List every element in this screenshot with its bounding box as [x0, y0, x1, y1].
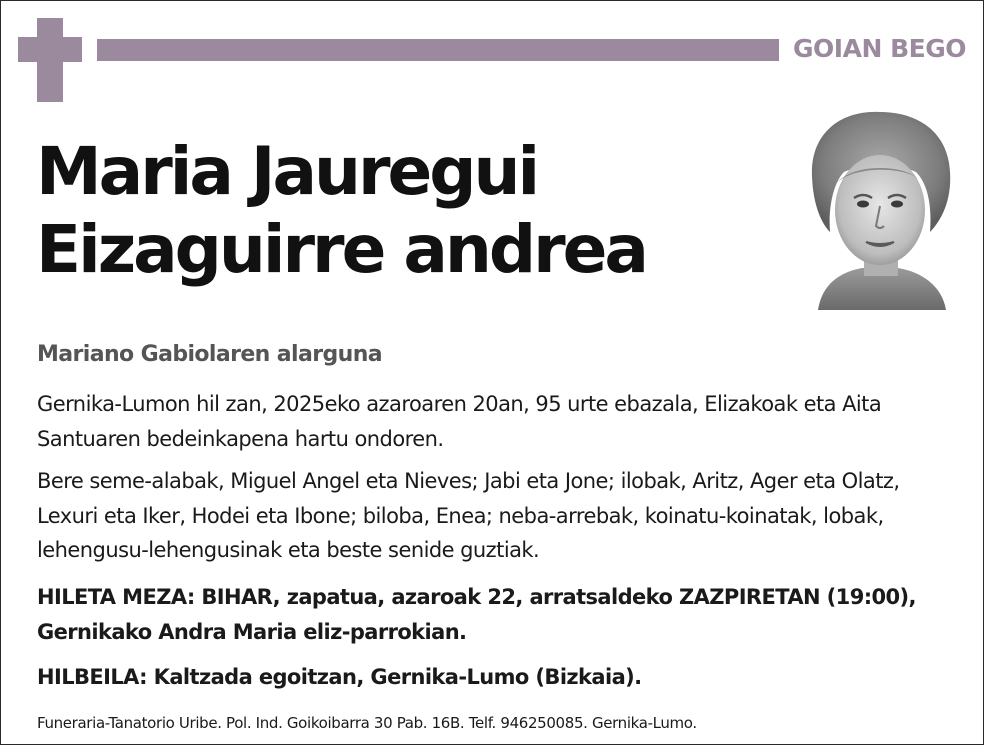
- family-paragraph: Bere seme-alabak, Miguel Angel eta Nieves; Jabi eta Jone; ilobak, Aritz, Ager eta Olatz, Lexuri eta Iker, Hodei eta Ibone; biloba, Enea; neba-arrebak, koinatu-koinatak, lobak, lehengusu-lehengusinak eta beste senide guztiak.: [37, 469, 900, 562]
- portrait-photo: [800, 106, 960, 310]
- funeral-mass-paragraph: HILETA MEZA: BIHAR, zapatua, azaroak 22, arratsaldeko ZAZPIRETAN (19:00), Gernikako Andra Maria eliz-parrokian.: [37, 585, 916, 644]
- cross-horizontal-bar: [18, 37, 82, 62]
- death-notice-paragraph: Gernika-Lumon hil zan, 2025eko azaroaren 20an, 95 urte ebazala, Elizakoak eta Aita Santuaren bedeinkapena hartu ondoren.: [37, 392, 882, 451]
- deceased-name: [36, 133, 776, 289]
- funeral-home-footer: Funeraria-Tanatorio Uribe. Pol. Ind. Goikoibarra 30 Pab. 16B. Telf. 946250085. Gernika-Lumo.: [37, 714, 697, 732]
- header-rule: [97, 39, 779, 61]
- deceased-name-line-1: Maria Jauregui: [36, 133, 538, 210]
- wake-paragraph: HILBEILA: Kaltzada egoitzan, Gernika-Lumo (Bizkaia).: [37, 665, 642, 689]
- deceased-name-line-2: Eizaguirre andrea: [36, 211, 646, 288]
- section-label: GOIAN BEGO: [793, 34, 966, 63]
- widow-of-line: Mariano Gabiolaren alarguna: [37, 342, 382, 367]
- portrait-image: [800, 106, 960, 310]
